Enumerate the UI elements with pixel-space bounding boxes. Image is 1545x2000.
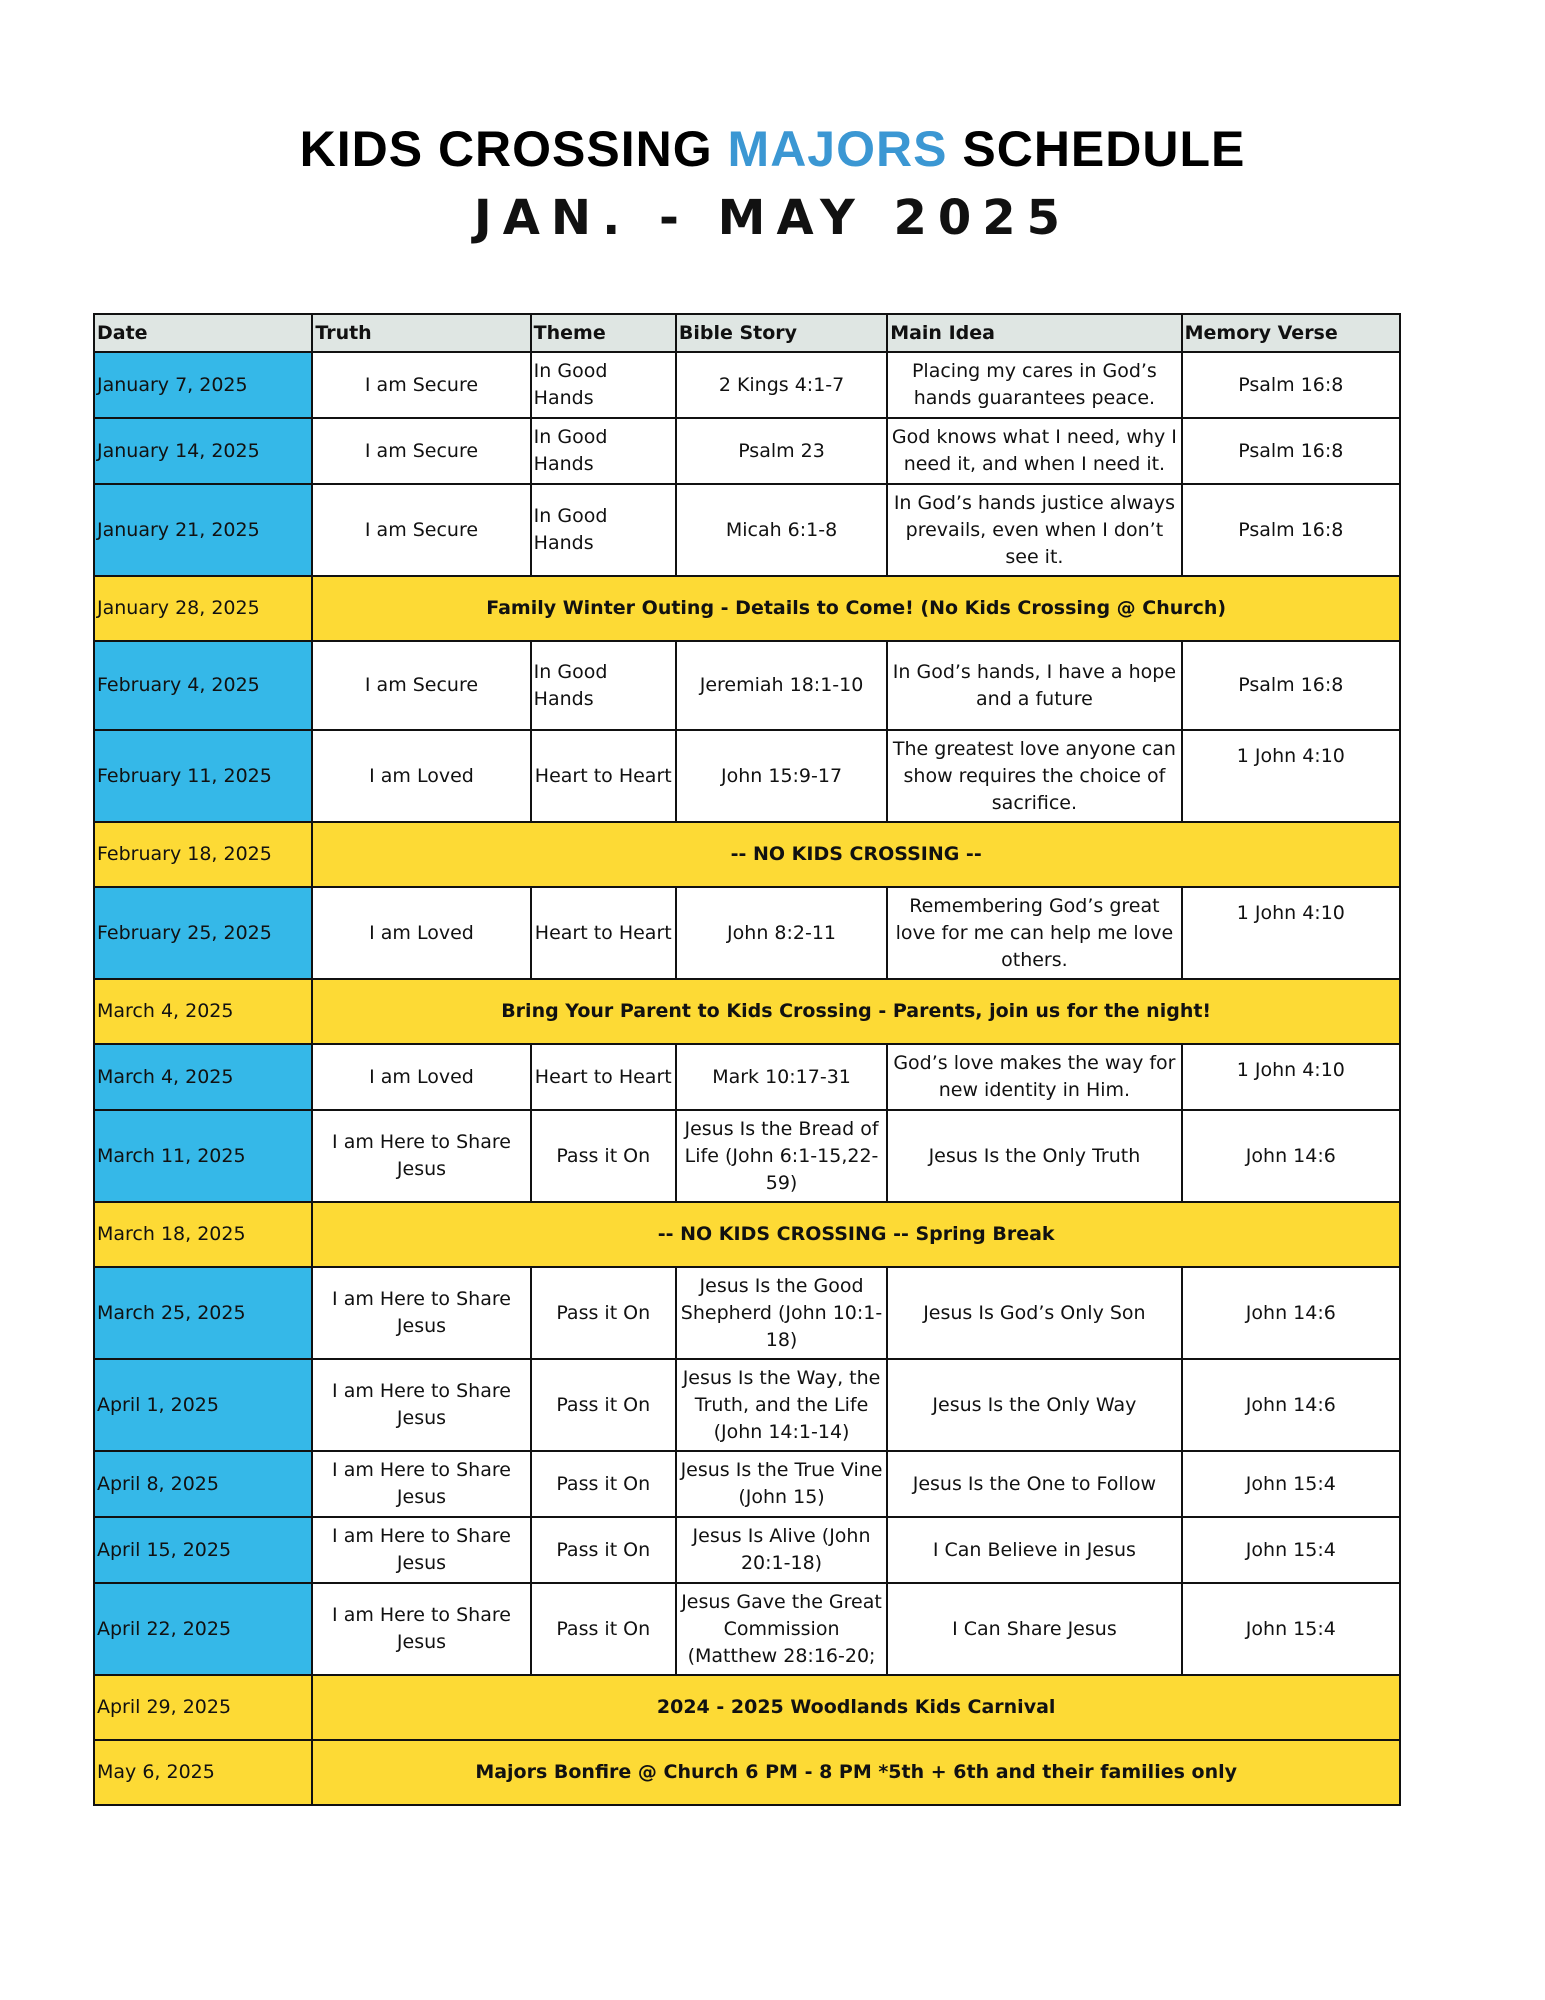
truth-cell: I am Loved xyxy=(312,1044,530,1110)
bible-story-cell: Jesus Gave the Great Commission (Matthew 28:16-20; xyxy=(676,1583,887,1675)
event-row xyxy=(94,822,1400,887)
event-row xyxy=(94,576,1400,641)
memory-verse-cell: John 15:4 xyxy=(1182,1583,1400,1675)
truth-cell: I am Secure xyxy=(312,641,530,730)
title-accent: MAJORS xyxy=(727,121,948,177)
memory-verse-cell: 1 John 4:10 xyxy=(1182,887,1400,979)
truth-cell: I am Secure xyxy=(312,484,530,576)
event-row xyxy=(94,1740,1400,1805)
date-cell: February 25, 2025 xyxy=(94,887,312,979)
table-header-row xyxy=(94,314,1400,352)
table-row xyxy=(94,352,1400,418)
table-row xyxy=(94,1044,1400,1110)
memory-verse-cell: John 14:6 xyxy=(1182,1110,1400,1202)
memory-verse-cell: John 14:6 xyxy=(1182,1267,1400,1359)
bible-story-cell: 2 Kings 4:1-7 xyxy=(676,352,887,418)
bible-story-cell: Micah 6:1-8 xyxy=(676,484,887,576)
bible-story-cell: Jesus Is the Good Shepherd (John 10:1-18) xyxy=(676,1267,887,1359)
main-idea-cell: In God’s hands, I have a hope and a future xyxy=(887,641,1181,730)
date-cell: March 4, 2025 xyxy=(94,1044,312,1110)
event-banner: Bring Your Parent to Kids Crossing - Parents, join us for the night! xyxy=(312,979,1400,1044)
column-header-memory-verse: Memory Verse xyxy=(1182,314,1400,352)
table-row xyxy=(94,418,1400,484)
event-row xyxy=(94,979,1400,1044)
theme-cell: Pass it On xyxy=(531,1517,676,1583)
memory-verse-cell: Psalm 16:8 xyxy=(1182,352,1400,418)
date-cell: April 1, 2025 xyxy=(94,1359,312,1451)
column-header-theme: Theme xyxy=(531,314,676,352)
memory-verse-cell: John 15:4 xyxy=(1182,1517,1400,1583)
date-cell: February 4, 2025 xyxy=(94,641,312,730)
page-subtitle: JAN. - MAY 2025 xyxy=(473,190,1072,246)
memory-verse-cell: 1 John 4:10 xyxy=(1182,730,1400,822)
main-idea-cell: I Can Believe in Jesus xyxy=(887,1517,1181,1583)
event-row xyxy=(94,1675,1400,1740)
event-banner: -- NO KIDS CROSSING -- Spring Break xyxy=(312,1202,1400,1267)
date-cell: March 4, 2025 xyxy=(94,979,312,1044)
date-cell: April 22, 2025 xyxy=(94,1583,312,1675)
memory-verse-cell: 1 John 4:10 xyxy=(1182,1044,1400,1110)
main-idea-cell: God’s love makes the way for new identity in Him. xyxy=(887,1044,1181,1110)
event-banner: -- NO KIDS CROSSING -- xyxy=(312,822,1400,887)
theme-cell: Pass it On xyxy=(531,1451,676,1517)
theme-cell: Pass it On xyxy=(531,1359,676,1451)
main-idea-cell: Remembering God’s great love for me can help me love others. xyxy=(887,887,1181,979)
memory-verse-cell: John 14:6 xyxy=(1182,1359,1400,1451)
table-row xyxy=(94,1583,1400,1675)
event-banner: Majors Bonfire @ Church 6 PM - 8 PM *5th + 6th and their families only xyxy=(312,1740,1400,1805)
date-cell: January 7, 2025 xyxy=(94,352,312,418)
truth-cell: I am Here to Share Jesus xyxy=(312,1110,530,1202)
table-row xyxy=(94,1517,1400,1583)
main-idea-cell: Jesus Is the Only Truth xyxy=(887,1110,1181,1202)
theme-cell: In Good Hands xyxy=(531,418,676,484)
date-cell: April 29, 2025 xyxy=(94,1675,312,1740)
column-header-main-idea: Main Idea xyxy=(887,314,1181,352)
date-cell: March 18, 2025 xyxy=(94,1202,312,1267)
main-idea-cell: Jesus Is the One to Follow xyxy=(887,1451,1181,1517)
date-cell: January 14, 2025 xyxy=(94,418,312,484)
main-idea-cell: Placing my cares in God’s hands guarantees peace. xyxy=(887,352,1181,418)
memory-verse-cell: Psalm 16:8 xyxy=(1182,641,1400,730)
bible-story-cell: Jesus Is the Bread of Life (John 6:1-15,22-59) xyxy=(676,1110,887,1202)
theme-cell: Heart to Heart xyxy=(531,730,676,822)
bible-story-cell: John 15:9-17 xyxy=(676,730,887,822)
main-idea-cell: In God’s hands justice always prevails, even when I don’t see it. xyxy=(887,484,1181,576)
main-idea-cell: I Can Share Jesus xyxy=(887,1583,1181,1675)
memory-verse-cell: Psalm 16:8 xyxy=(1182,418,1400,484)
event-banner: Family Winter Outing - Details to Come! (No Kids Crossing @ Church) xyxy=(312,576,1400,641)
truth-cell: I am Here to Share Jesus xyxy=(312,1583,530,1675)
bible-story-cell: Psalm 23 xyxy=(676,418,887,484)
schedule-table xyxy=(93,313,1401,1806)
table-row xyxy=(94,641,1400,730)
main-idea-cell: Jesus Is God’s Only Son xyxy=(887,1267,1181,1359)
table-row xyxy=(94,1359,1400,1451)
main-idea-cell: God knows what I need, why I need it, and when I need it. xyxy=(887,418,1181,484)
theme-cell: In Good Hands xyxy=(531,641,676,730)
event-row xyxy=(94,1202,1400,1267)
theme-cell: In Good Hands xyxy=(531,484,676,576)
event-banner: 2024 - 2025 Woodlands Kids Carnival xyxy=(312,1675,1400,1740)
table-row xyxy=(94,484,1400,576)
memory-verse-cell: John 15:4 xyxy=(1182,1451,1400,1517)
bible-story-cell: Jesus Is the True Vine (John 15) xyxy=(676,1451,887,1517)
title-part-2: SCHEDULE xyxy=(947,121,1246,177)
date-cell: February 18, 2025 xyxy=(94,822,312,887)
truth-cell: I am Secure xyxy=(312,352,530,418)
date-cell: May 6, 2025 xyxy=(94,1740,312,1805)
theme-cell: In Good Hands xyxy=(531,352,676,418)
truth-cell: I am Here to Share Jesus xyxy=(312,1359,530,1451)
page-title xyxy=(0,120,1545,178)
theme-cell: Pass it On xyxy=(531,1110,676,1202)
table-row xyxy=(94,730,1400,822)
main-idea-cell: The greatest love anyone can show requires the choice of sacrifice. xyxy=(887,730,1181,822)
table-row xyxy=(94,887,1400,979)
truth-cell: I am Secure xyxy=(312,418,530,484)
bible-story-cell: John 8:2-11 xyxy=(676,887,887,979)
date-cell: January 21, 2025 xyxy=(94,484,312,576)
theme-cell: Pass it On xyxy=(531,1267,676,1359)
truth-cell: I am Loved xyxy=(312,730,530,822)
table-row xyxy=(94,1451,1400,1517)
date-cell: January 28, 2025 xyxy=(94,576,312,641)
theme-cell: Heart to Heart xyxy=(531,887,676,979)
table-row xyxy=(94,1110,1400,1202)
date-cell: April 15, 2025 xyxy=(94,1517,312,1583)
truth-cell: I am Here to Share Jesus xyxy=(312,1517,530,1583)
memory-verse-cell: Psalm 16:8 xyxy=(1182,484,1400,576)
date-cell: March 25, 2025 xyxy=(94,1267,312,1359)
column-header-date: Date xyxy=(94,314,312,352)
column-header-truth: Truth xyxy=(312,314,530,352)
title-part-1: KIDS CROSSING xyxy=(299,121,728,177)
theme-cell: Heart to Heart xyxy=(531,1044,676,1110)
truth-cell: I am Here to Share Jesus xyxy=(312,1451,530,1517)
truth-cell: I am Loved xyxy=(312,887,530,979)
date-cell: February 11, 2025 xyxy=(94,730,312,822)
bible-story-cell: Jeremiah 18:1-10 xyxy=(676,641,887,730)
bible-story-cell: Jesus Is the Way, the Truth, and the Life (John 14:1-14) xyxy=(676,1359,887,1451)
date-cell: March 11, 2025 xyxy=(94,1110,312,1202)
truth-cell: I am Here to Share Jesus xyxy=(312,1267,530,1359)
column-header-bible-story: Bible Story xyxy=(676,314,887,352)
main-idea-cell: Jesus Is the Only Way xyxy=(887,1359,1181,1451)
table-row xyxy=(94,1267,1400,1359)
bible-story-cell: Jesus Is Alive (John 20:1-18) xyxy=(676,1517,887,1583)
theme-cell: Pass it On xyxy=(531,1583,676,1675)
bible-story-cell: Mark 10:17-31 xyxy=(676,1044,887,1110)
date-cell: April 8, 2025 xyxy=(94,1451,312,1517)
